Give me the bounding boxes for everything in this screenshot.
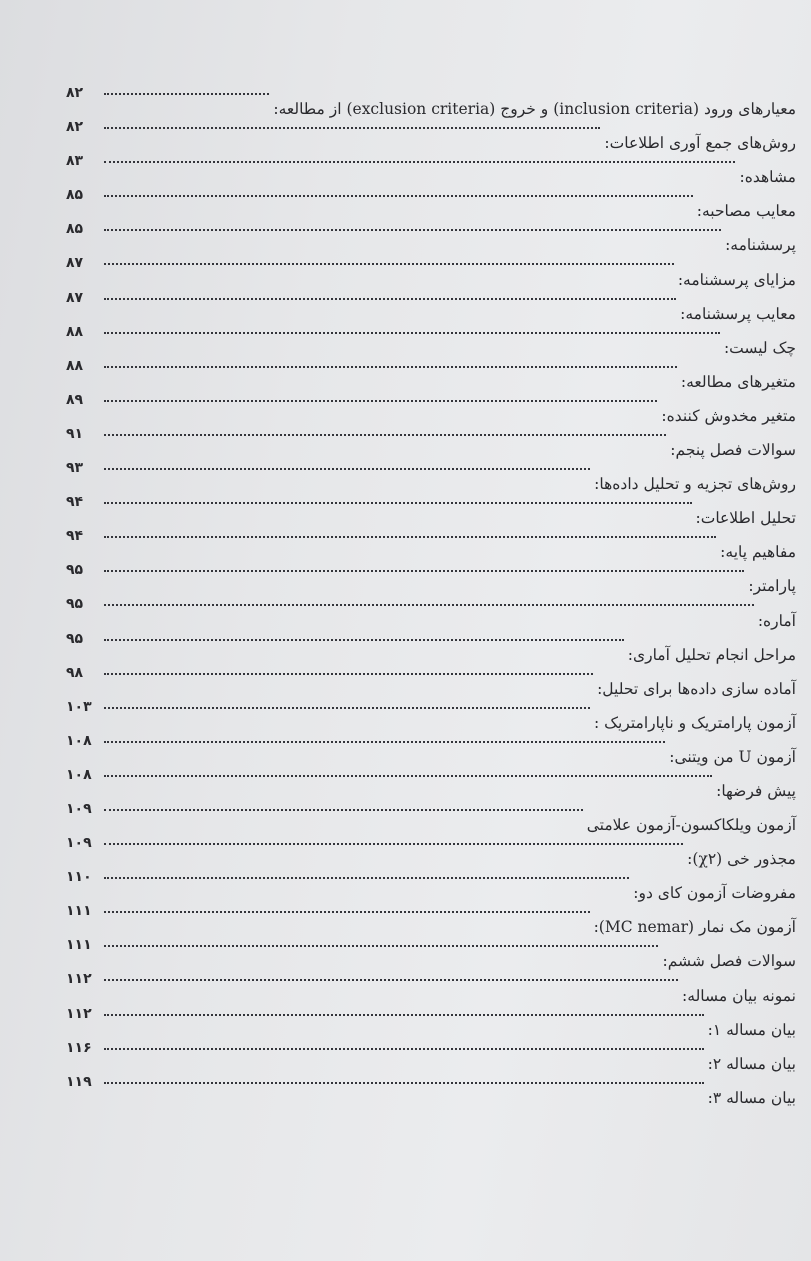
toc-dot-leader [104,93,269,95]
toc-page-number: ۱۱۱ [66,937,92,954]
toc-entry [66,1005,796,1039]
toc-page-number: ۹۵ [66,596,84,613]
toc-entry-title: آماده سازی داده‌ها برای تحلیل: [597,679,796,698]
toc-entry [66,936,796,970]
toc-entry-title: مزایای پرسشنامه: [677,270,796,289]
toc-entry [66,186,796,220]
toc-entry-title: آزمون پارامتریک و ناپارامتریک : [593,713,796,732]
toc-dot-leader [104,945,658,947]
toc-entry [66,493,796,527]
toc-dot-leader [104,877,629,879]
toc-dot-leader [104,195,693,197]
toc-entry [66,698,796,732]
toc-entry [66,527,796,561]
toc-entry-title: متغیر مخدوش کننده: [661,406,796,425]
toc-page-number: ۸۵ [66,221,84,238]
toc-entry [66,425,796,459]
toc-entry-title: مشاهده: [739,168,796,187]
toc-page-number: ۹۳ [66,460,84,477]
toc-entry-title: پرسشنامه: [725,236,796,255]
toc-page-number: ۹۴ [66,494,84,511]
toc-entry-title: بیان مساله ۱: [707,1020,796,1039]
toc-page-number: ۸۲ [66,119,84,136]
toc-entry [66,868,796,902]
toc-dot-leader [104,604,754,606]
toc-entry-title: مجذور خی (χ۲): [687,850,796,869]
toc-page-number: ۱۱۲ [66,1005,92,1022]
toc-dot-leader [104,570,744,572]
toc-dot-leader [104,979,678,981]
toc-dot-leader [104,298,676,300]
toc-entry-title: مراحل انجام تحلیل آماری: [627,645,796,664]
toc-entry [66,834,796,868]
toc-entry-title: مفاهیم پایه: [720,543,796,562]
toc-dot-leader [104,1082,704,1084]
toc-page-number: ۱۰۹ [66,835,92,852]
toc-entry [66,664,796,698]
toc-page-number: ۱۱۹ [66,1073,92,1090]
toc-entry-title: آماره: [757,611,796,630]
toc-page-number: ۸۲ [66,85,84,101]
toc-entry-title: معایب مصاحبه: [696,202,796,221]
toc-entry [66,561,796,595]
toc-entry-title: مفروضات آزمون کای دو: [633,884,796,903]
toc-page-number: ۸۹ [66,391,84,408]
toc-dot-leader [104,263,674,265]
toc-entry [66,118,796,152]
toc-dot-leader [104,536,716,538]
toc-dot-leader [104,911,590,913]
toc-entry-title: سوالات فصل ششم: [662,952,796,971]
toc-entry [66,220,796,254]
toc-page-number: ۹۸ [66,664,84,681]
toc-dot-leader [104,775,712,777]
toc-entry-title: پیش فرضها: [716,781,796,800]
toc-entry-title: معایب پرسشنامه: [680,304,796,323]
toc-dot-leader [104,673,593,675]
table-of-contents [66,84,796,1107]
toc-page-number: ۱۰۸ [66,732,92,749]
toc-entry-title: روش‌های تجزیه و تحلیل داده‌ها: [594,475,796,494]
toc-entry [66,800,796,834]
toc-entry [66,732,796,766]
toc-dot-leader [104,400,657,402]
toc-entry-title: تحلیل اطلاعات: [695,509,796,528]
toc-entry [66,391,796,425]
toc-entry-title: سوالات فصل پنجم: [670,441,796,460]
toc-entry-title: روش‌های جمع آوری اطلاعات: [604,134,796,153]
toc-entry [66,323,796,357]
toc-dot-leader [104,332,720,334]
toc-entry [66,84,796,118]
toc-page-number: ۱۱۶ [66,1039,92,1056]
toc-entry [66,1073,796,1107]
toc-dot-leader [104,161,735,163]
toc-dot-leader [104,366,677,368]
toc-entry-title: معیارهای ورود (inclusion criteria) و خروج (exclusion criteria) از مطالعه: [273,100,796,119]
toc-entry-title: آزمون ویلکاکسون-آزمون علامتی [586,816,796,835]
toc-entry [66,357,796,391]
toc-entry-title: بیان مساله ۲: [707,1054,796,1073]
toc-entry-title: آزمون U من ویتنی: [669,747,796,766]
toc-entry [66,152,796,186]
toc-page-number: ۱۱۲ [66,971,92,988]
toc-page-number: ۹۵ [66,630,84,647]
toc-entry [66,254,796,288]
toc-page-number: ۱۱۰ [66,869,92,886]
toc-entry [66,1039,796,1073]
toc-entry [66,459,796,493]
toc-dot-leader [104,843,683,845]
toc-dot-leader [104,229,721,231]
toc-dot-leader [104,1014,704,1016]
toc-entry-title: چک لیست: [723,338,796,357]
toc-dot-leader [104,639,624,641]
toc-entry-title: پارامتر: [748,577,796,596]
toc-dot-leader [104,468,590,470]
toc-page-number: ۱۰۸ [66,766,92,783]
toc-entry [66,766,796,800]
toc-entry [66,595,796,629]
toc-page-number: ۸۸ [66,357,84,374]
toc-entry-title: بیان مساله ۳: [707,1088,796,1107]
toc-page-number: ۸۸ [66,323,84,340]
toc-page-number: ۱۰۳ [66,698,92,715]
toc-dot-leader [104,707,590,709]
toc-entry [66,630,796,664]
toc-dot-leader [104,741,665,743]
toc-dot-leader [104,1048,704,1050]
toc-page-number: ۸۵ [66,187,84,204]
toc-page-number: ۸۳ [66,153,84,170]
toc-page-number: ۱۱۱ [66,903,92,920]
toc-entry [66,970,796,1004]
toc-page-number: ۸۷ [66,289,84,306]
toc-entry-title: متغیرهای مطالعه: [680,372,796,391]
toc-page-number: ۹۴ [66,528,84,545]
toc-dot-leader [104,809,583,811]
toc-entry-title: نمونه بیان مساله: [682,986,796,1005]
toc-dot-leader [104,127,600,129]
toc-dot-leader [104,434,666,436]
toc-entry-title: آزمون مک نمار (MC nemar): [593,918,796,937]
toc-page-number: ۹۵ [66,562,84,579]
toc-page-number: ۹۱ [66,425,84,442]
toc-dot-leader [104,502,692,504]
toc-page-number: ۱۰۹ [66,800,92,817]
toc-entry [66,902,796,936]
toc-entry [66,289,796,323]
toc-page-number: ۸۷ [66,255,84,272]
